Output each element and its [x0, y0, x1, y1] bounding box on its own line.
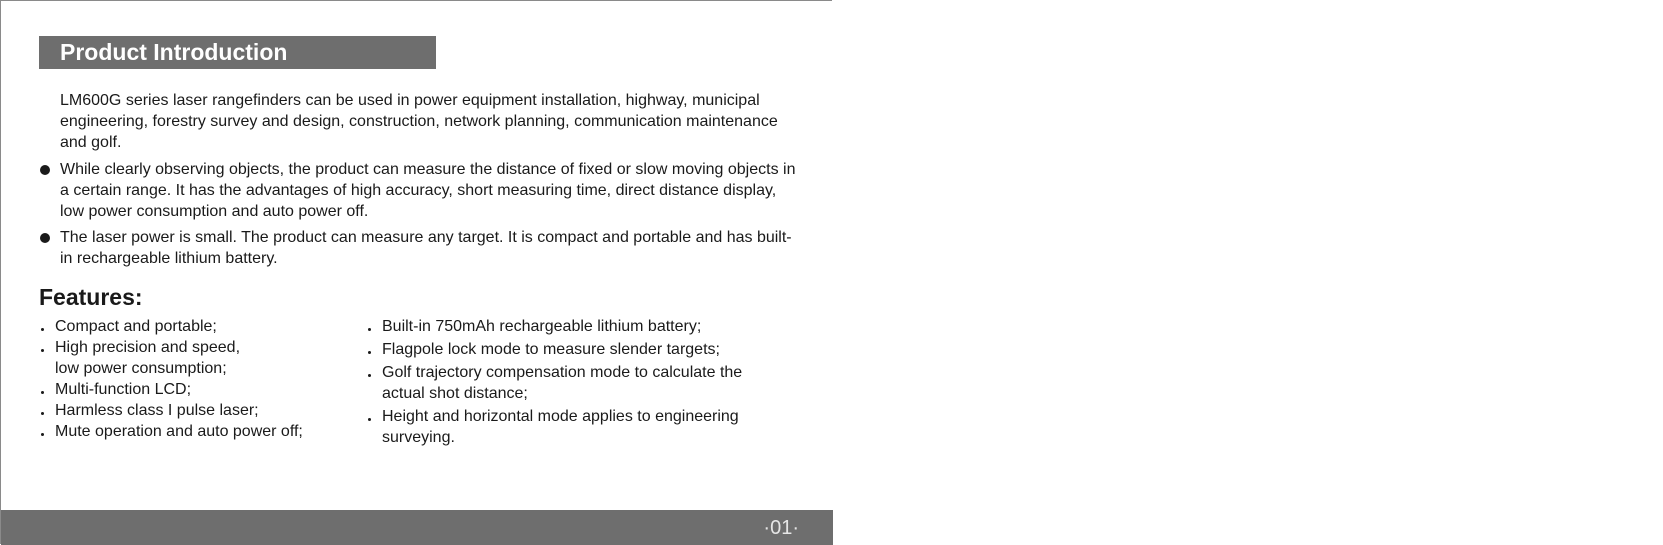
intro-bullet-text: While clearly observing objects, the product can measure the distance of fixed or slow moving objects in a certain range. It has the advantages of high accuracy, short measuring time, direct distance display, low power consumption and auto power off. — [60, 161, 796, 220]
features-list-left — [39, 316, 359, 442]
feature-item: Built-in 750mAh rechargeable lithium battery; — [366, 316, 806, 337]
intro-bullet — [39, 159, 801, 222]
feature-item: Mute operation and auto power off; — [39, 421, 359, 442]
page-number: ·01· — [763, 517, 799, 539]
feature-item: High precision and speed, low power consumption; — [39, 337, 265, 379]
footer-bar — [1, 510, 833, 545]
intro-bullet — [39, 227, 801, 269]
feature-item: Height and horizontal mode applies to engineering surveying. — [366, 406, 782, 448]
bullet-dot-icon — [40, 233, 50, 243]
document-page — [0, 0, 832, 544]
section-title: Product Introduction — [39, 36, 436, 69]
features-list-right — [366, 316, 806, 450]
feature-item: Golf trajectory compensation mode to calculate the actual shot distance; — [366, 362, 782, 404]
feature-item: Compact and portable; — [39, 316, 359, 337]
feature-item: Harmless class I pulse laser; — [39, 400, 359, 421]
intro-paragraph: LM600G series laser rangefinders can be used in power equipment installation, highway, municipal engineering, forestry survey and design, construction, network planning, communication maintenance and golf. — [60, 92, 778, 151]
feature-item: Flagpole lock mode to measure slender targets; — [366, 339, 806, 360]
intro-bullet-text: The laser power is small. The product can measure any target. It is compact and portable and has built-in rechargeable lithium battery. — [60, 229, 792, 267]
feature-item: Multi-function LCD; — [39, 379, 359, 400]
features-heading: Features: — [39, 284, 143, 310]
bullet-dot-icon — [40, 165, 50, 175]
